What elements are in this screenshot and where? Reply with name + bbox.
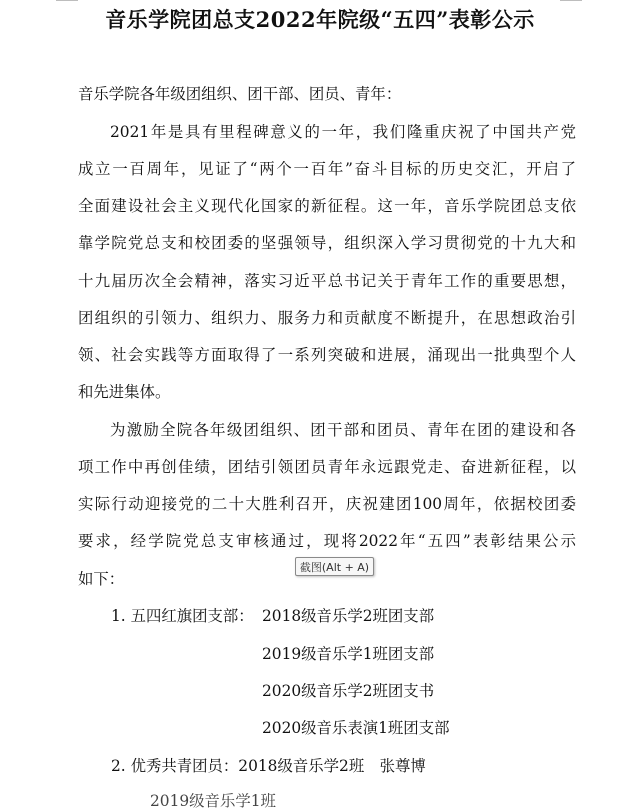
salutation: 音乐学院各年级团组织、团干部、团员、青年： (78, 85, 402, 103)
list-item-1-value: 2019级音乐学1班团支部 (262, 645, 435, 663)
paragraph-2-line: 要求，经学院党总支审核通过，现将2022年“五四”表彰结果公示 (78, 532, 576, 550)
page-corner-mark-right (560, 0, 582, 1)
paragraph-1-line: 全面建设社会主义现代化国家的新征程。这一年，音乐学院团总支依 (78, 197, 576, 215)
screenshot-tooltip: 截图(Alt + A) (295, 557, 374, 576)
paragraph-1-line: 2021年是具有里程碑意义的一年，我们隆重庆祝了中国共产党 (110, 123, 576, 141)
paragraph-1-line: 成立一百周年，见证了“两个一百年”奋斗目标的历史交汇，开启了 (78, 160, 576, 178)
page-corner-mark-left (56, 0, 78, 1)
list-item-1-value: 2018级音乐学2班团支部 (262, 607, 435, 625)
paragraph-1-line: 和先进集体。 (78, 383, 171, 401)
list-item-1-value: 2020级音乐表演1班团支部 (262, 719, 450, 737)
document-title: 音乐学院团总支2022年院级“五四”表彰公示 (105, 7, 535, 32)
paragraph-2-line: 如下： (78, 570, 125, 588)
paragraph-1-line: 团组织的引领力、组织力、服务力和贡献度不断提升，在思想政治引 (78, 309, 576, 327)
list-item-3-partial-text: 2019级音乐学1班 (150, 792, 276, 810)
list-item-1-value: 2020级音乐学2班团支书 (262, 682, 435, 700)
paragraph-1-line: 靠学院党总支和校团委的坚强领导，组织深入学习贯彻党的十九大和 (78, 234, 576, 252)
paragraph-2-line: 实际行动迎接党的二十大胜利召开，庆祝建团100周年，依据校团委 (78, 495, 576, 513)
paragraph-1-line: 十九届历次全会精神，落实习近平总书记关于青年工作的重要思想， (78, 272, 576, 290)
list-item-2: 2. 优秀共青团员：2018级音乐学2班 张尊博 (111, 757, 426, 775)
paragraph-2-line: 项工作中再创佳绩，团结引领团员青年永远跟党走、奋进新征程，以 (78, 458, 576, 476)
paragraph-2-line: 为激励全院各年级团组织、团干部和团员、青年在团的建设和各 (110, 421, 576, 439)
list-item-3-partial (150, 791, 450, 810)
paragraph-1-line: 领、社会实践等方面取得了一系列突破和进展，涌现出一批典型个人 (78, 346, 576, 364)
list-item-1-label: 1. 五四红旗团支部： (111, 607, 254, 625)
